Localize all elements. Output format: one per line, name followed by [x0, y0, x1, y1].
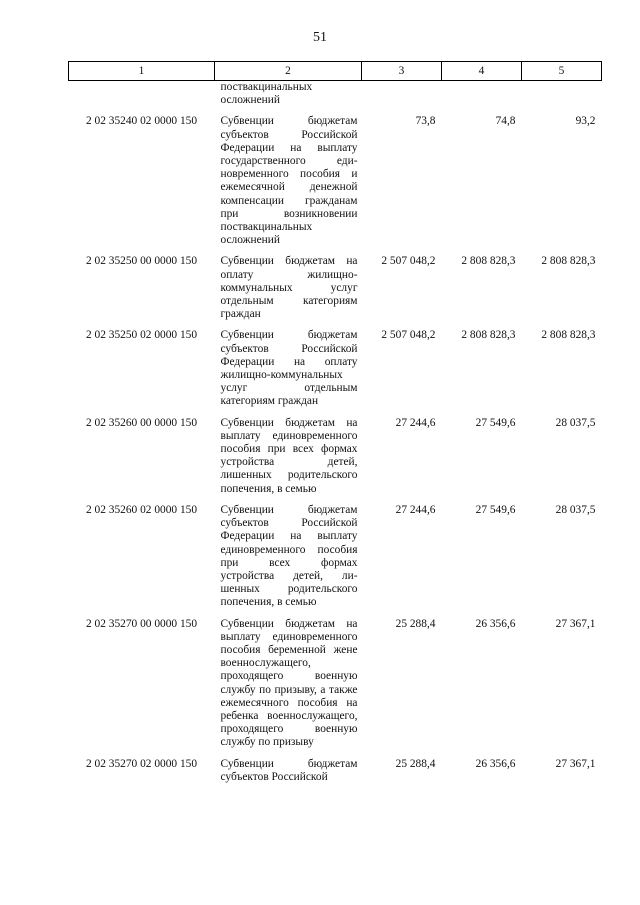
column-header-1: 1 [69, 62, 215, 81]
budget-code: 2 02 35250 00 0000 150 [85, 255, 198, 268]
budget-table [68, 61, 602, 784]
value-col-3: 27 244,6 [395, 503, 436, 516]
table-row [69, 255, 602, 329]
budget-table-container [68, 61, 601, 784]
value-col-5: 28 037,5 [555, 503, 596, 516]
value-col-4: 2 808 828,3 [461, 329, 516, 342]
value-col-5: 2 808 828,3 [541, 255, 596, 268]
column-header-2: 2 [215, 62, 362, 81]
value-col-5: 28 037,5 [555, 416, 596, 429]
subvention-name: Субвенции бюджетам субъектов Российской Федерации на выплату единовременного пособия при всех формах устройства детей, лишенных родительского попечения, в семью [220, 503, 358, 609]
table-row [69, 417, 602, 504]
value-col-5: 2 808 828,3 [541, 329, 596, 342]
value-col-5: 27 367,1 [555, 757, 596, 770]
page-number: 51 [313, 30, 327, 45]
value-col-4 [442, 81, 522, 116]
table-row [69, 618, 602, 758]
value-col-4: 74,8 [495, 115, 516, 128]
value-col-3: 73,8 [415, 115, 436, 128]
subvention-name: Субвенции бюджетам субъектов Российской Федерации на оплату жилищно-коммунальных услуг отдельным категориям граждан [220, 329, 358, 408]
value-col-3: 25 288,4 [395, 757, 436, 770]
budget-code: 2 02 35240 02 0000 150 [85, 115, 198, 128]
value-col-5: 27 367,1 [555, 617, 596, 630]
budget-code: 2 02 35250 02 0000 150 [85, 329, 198, 342]
table-header-row [69, 62, 602, 81]
value-col-5: 93,2 [575, 115, 596, 128]
table-row [69, 329, 602, 416]
value-col-3: 27 244,6 [395, 416, 436, 429]
subvention-name: Субвенции бюджетам на выплату единовременного пособия беременной жене военнослужащего, проходящего военную службу по призыву, а также ежемесячного пособия на ребенка военнослужащего, проходящего военную службу по призыву [220, 617, 358, 749]
budget-code: 2 02 35270 00 0000 150 [85, 617, 198, 630]
subvention-name: Субвенции бюджетам на выплату единовременного пособия при всех формах устройства детей, лишенных родительского попечения, в семью [220, 416, 358, 495]
value-col-4: 26 356,6 [475, 757, 516, 770]
column-header-4: 4 [442, 62, 522, 81]
value-col-5 [522, 81, 602, 116]
budget-code: 2 02 35260 02 0000 150 [85, 503, 198, 516]
column-header-5: 5 [522, 62, 602, 81]
value-col-3: 25 288,4 [395, 617, 436, 630]
budget-code [69, 81, 215, 116]
table-row [69, 115, 602, 255]
column-header-3: 3 [362, 62, 442, 81]
value-col-3: 2 507 048,2 [381, 329, 436, 342]
value-col-4: 26 356,6 [475, 617, 516, 630]
subvention-name: поствакцинальных осложнений [220, 81, 313, 107]
subvention-name: Субвенции бюджетам субъектов Российской [220, 757, 358, 783]
subvention-name: Субвенции бюджетам на оплату жилищно-коммунальных услуг отдельным категориям граждан [220, 255, 358, 321]
budget-code: 2 02 35270 02 0000 150 [85, 757, 198, 770]
table-row-continuation [69, 81, 602, 116]
value-col-3 [362, 81, 442, 116]
budget-code: 2 02 35260 00 0000 150 [85, 416, 198, 429]
subvention-name: Субвенции бюджетам субъектов Российской Федерации на выплату государственного единовременного пособия и ежемесячной денежной компенсации гражданам при возникновении поствакцинальных осложнений [220, 115, 358, 247]
value-col-4: 27 549,6 [475, 416, 516, 429]
value-col-4: 2 808 828,3 [461, 255, 516, 268]
value-col-4: 27 549,6 [475, 503, 516, 516]
value-col-3: 2 507 048,2 [381, 255, 436, 268]
table-row [69, 758, 602, 784]
table-row [69, 504, 602, 618]
